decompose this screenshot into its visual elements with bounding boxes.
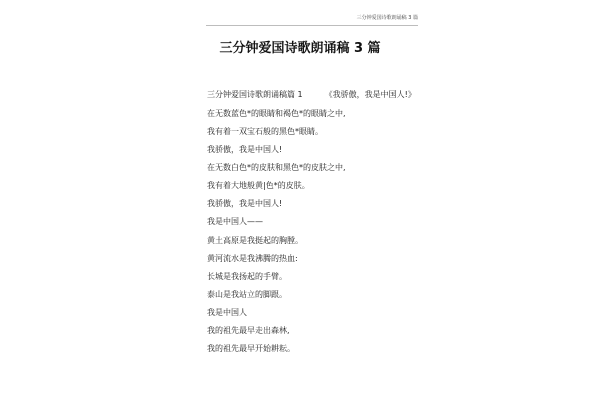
poem-line: 我骄傲，我是中国人! [207, 199, 283, 208]
poem-line: 我的祖先最早开始耕耘。 [207, 344, 295, 353]
poem-line: 黄河流水是我沸腾的热血: [207, 254, 298, 263]
running-header: 三分钟爱国诗歌朗诵稿 3 篇 [356, 15, 418, 21]
poem-line: 我骄傲，我是中国人! [207, 145, 283, 154]
poem-line: 我有着一双宝石般的黑色*眼睛。 [207, 127, 323, 136]
poem-line: 在无数蓝色*的眼睛和褐色*的眼睛之中, [207, 109, 346, 118]
page-title: 三分钟爱国诗歌朗诵稿 3 篇 [219, 41, 381, 56]
header-rule [206, 25, 418, 26]
poem-line: 泰山是我站立的脚跟。 [207, 290, 287, 299]
section-label: 三分钟爱国诗歌朗诵稿篇 1 [207, 90, 303, 99]
poem-line: 黄土高原是我挺起的胸膛。 [207, 236, 303, 245]
poem-line: 我有着大地般黄|色*的皮肤。 [207, 181, 310, 190]
poem-line: 我的祖先最早走出森林, [207, 326, 290, 335]
poem-line: 在无数白色*的皮肤和黑色*的皮肤之中, [207, 163, 346, 172]
poem-line: 我是中国人 [207, 308, 247, 317]
section-heading [207, 89, 416, 100]
poem-line: 我是中国人—— [207, 217, 263, 226]
poem-title: 《我骄傲，我是中国人!》 [324, 90, 416, 99]
poem-line: 长城是我扬起的手臂。 [207, 272, 287, 281]
